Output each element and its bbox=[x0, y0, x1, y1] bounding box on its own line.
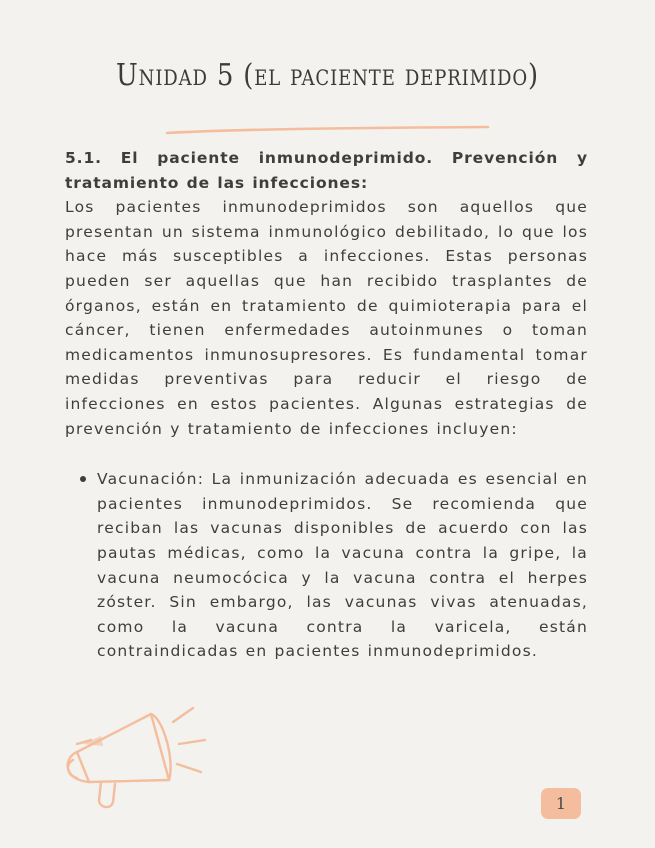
section-heading: 5.1. El paciente inmunodeprimido. Prevención y tratamiento de las infecciones: bbox=[65, 149, 588, 192]
page-title: Unidad 5 (el paciente deprimido) bbox=[116, 58, 539, 93]
title-underline bbox=[165, 123, 490, 137]
document-body bbox=[65, 146, 588, 664]
page-number-badge: 1 bbox=[541, 788, 581, 819]
list-item bbox=[65, 467, 588, 664]
bullet-dot bbox=[80, 476, 86, 482]
intro-paragraph: Los pacientes inmunodeprimidos son aquellos que presentan un sistema inmunológico debilitado, lo que los hace más susceptibles a infecciones. Estas personas pueden ser aquellas que han recibido trasplantes de órganos, están en tratamiento de quimioterapia para el cáncer, tienen enfermedades autoinmunes o toman medicamentos inmunosupresores. Es fundamental tomar medidas preventivas para reducir el riesgo de infecciones en estos pacientes. Algunas estrategias de prevención y tratamiento de infecciones incluyen: bbox=[65, 198, 588, 438]
megaphone-icon bbox=[55, 700, 215, 818]
bullet-list bbox=[65, 467, 588, 664]
bullet-text: Vacunación: La inmunización adecuada es esencial en pacientes inmunodeprimidos. Se recomienda que reciban las vacunas disponibles de acuerdo con las pautas médicas, como la vacuna contra la gripe, la vacuna neumocócica y la vacuna contra el herpes zóster. Sin embargo, las vacunas vivas atenuadas, como la vacuna contra la varicela, están contraindicadas en pacientes inmunodeprimidos. bbox=[97, 470, 588, 661]
